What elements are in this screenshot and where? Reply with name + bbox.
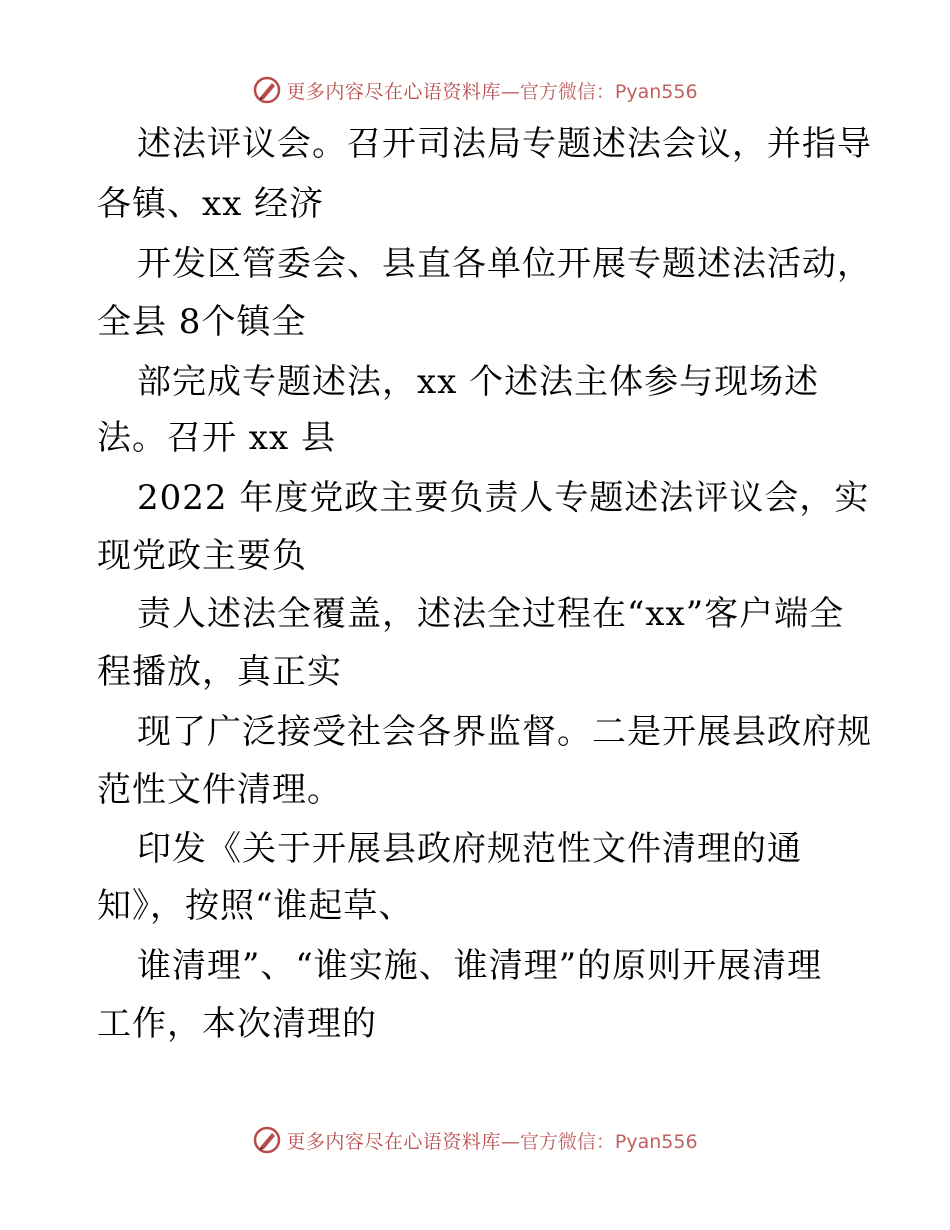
banner-contact: —官方微信：Pyan556 [500, 1130, 698, 1153]
text-line: 2022 年度党政主要负责人专题述法评议会，实 [137, 478, 870, 518]
text-line: 印发《关于开展县政府规范性文件清理的通 [137, 829, 802, 869]
text-line: 工作，本次清理的 [97, 1004, 377, 1044]
text-line: 范性文件清理。 [97, 770, 342, 810]
text-line: 现党政主要负 [97, 536, 307, 576]
text-line: 现了广泛接受社会各界监督。二是开展县政府规 [137, 712, 872, 752]
banner-title: 更多内容尽在心语资料库 [286, 80, 501, 103]
text-line: 全县 8个镇全 [97, 302, 307, 342]
banner-title: 更多内容尽在心语资料库 [286, 1130, 501, 1153]
text-line: 程播放，真正实 [97, 652, 342, 692]
text-line: 责人述法全覆盖，述法全过程在“xx”客户端全 [137, 594, 845, 634]
footer-watermark [0, 1120, 950, 1160]
header-watermark [0, 70, 950, 110]
text-line: 谁清理”、“谁实施、谁清理”的原则开展清理 [137, 946, 823, 986]
text-line: 述法评议会。召开司法局专题述法会议，并指导 [137, 124, 872, 164]
text-line: 部完成专题述法，xx 个述法主体参与现场述 [137, 362, 820, 402]
text-line: 开发区管委会、县直各单位开展专题述法活动， [137, 244, 872, 284]
text-line: 各镇、xx 经济 [97, 184, 325, 224]
text-line: 法。召开 xx 县 [97, 418, 336, 458]
pen-logo-icon [252, 75, 282, 105]
text-line: 知》，按照“谁起草、 [97, 886, 414, 926]
banner-contact: —官方微信：Pyan556 [500, 80, 698, 103]
pen-logo-icon [252, 1125, 282, 1155]
